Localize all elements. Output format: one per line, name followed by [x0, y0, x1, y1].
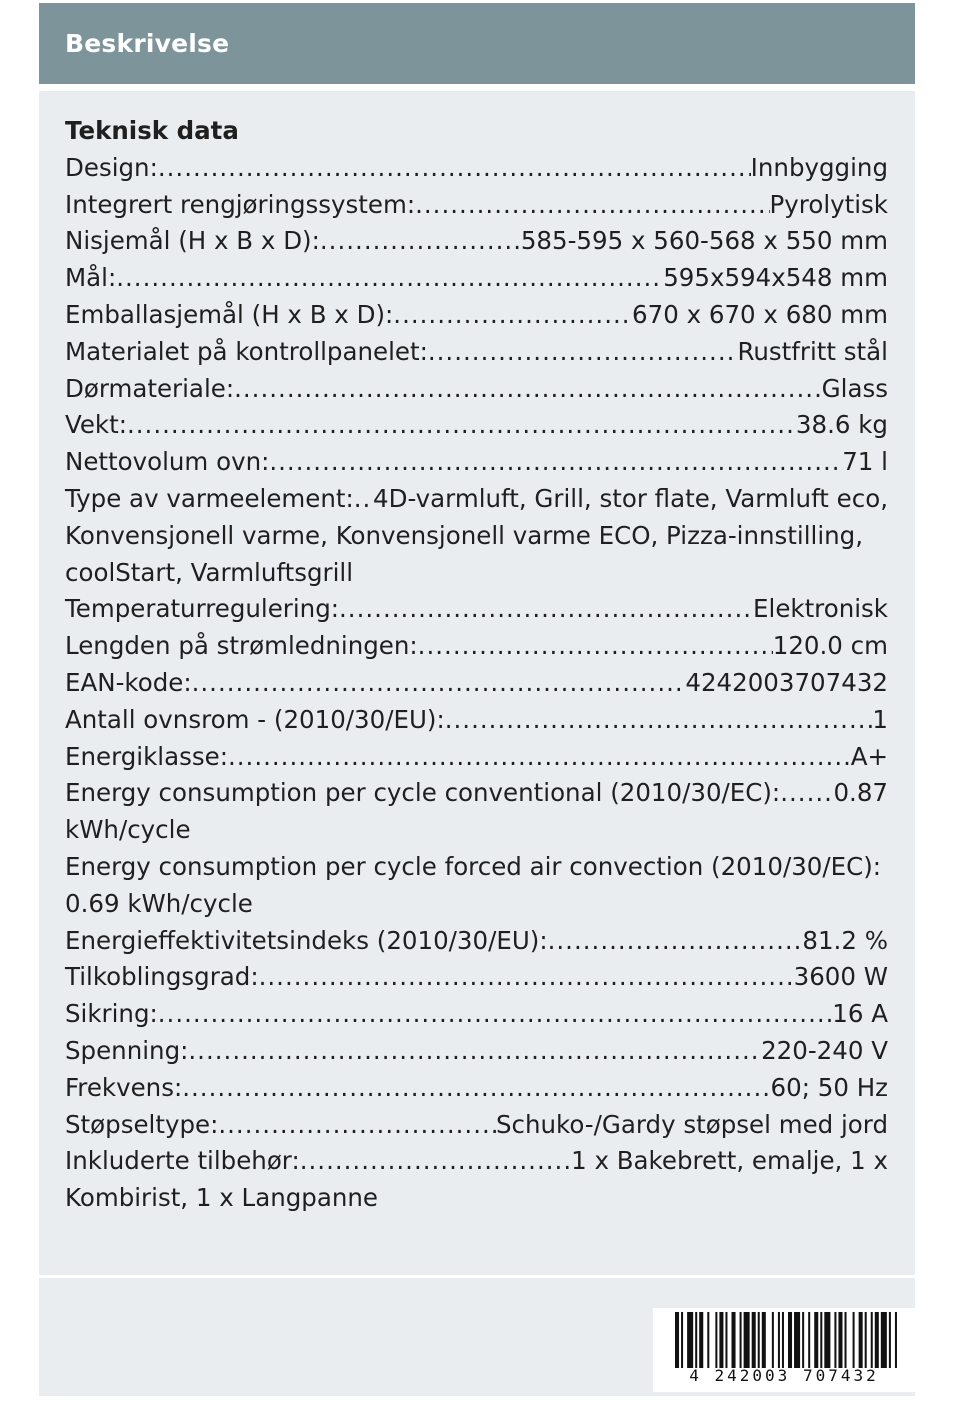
spec-key: Temperaturregulering:: [65, 594, 340, 624]
barcode-bar: [740, 1312, 742, 1368]
spec-value: 1: [872, 704, 888, 734]
spec-value: 81.2 %: [802, 925, 888, 955]
spec-key: Energy consumption per cycle forced air convection (2010/30/EC):: [65, 851, 882, 881]
dot-leader: [192, 665, 686, 702]
spec-row: [65, 1033, 888, 1070]
spec-row: [65, 775, 888, 812]
spec-row: [65, 1070, 888, 1107]
spec-key: Inkluderte tilbehør:: [65, 1146, 300, 1176]
dot-leader: [234, 371, 822, 408]
spec-key: Vekt:: [65, 410, 127, 440]
spec-rows: [65, 150, 888, 1217]
spec-key: Tilkoblingsgrad:: [65, 962, 259, 992]
spec-key: Sikring:: [65, 999, 158, 1029]
spec-value: Rustfritt stål: [737, 336, 888, 366]
spec-row: [65, 739, 888, 776]
barcode-bar: [782, 1312, 784, 1368]
spec-key: Nisjemål (H x B x D):: [65, 226, 320, 256]
barcode-bar: [834, 1312, 836, 1368]
dot-leader: [445, 702, 873, 739]
spec-value: Glass: [821, 373, 888, 403]
barcode-bar: [699, 1312, 703, 1368]
spec-row: [65, 223, 888, 260]
spec-row: [65, 1143, 888, 1180]
spec-list: [65, 113, 888, 1217]
barcode-bar: [762, 1312, 766, 1368]
spec-value: 595x594x548 mm: [663, 263, 888, 293]
spec-value: 4D-varmluft, Grill, stor flate, Varmluft eco,: [373, 483, 888, 513]
dot-leader: [228, 739, 851, 776]
spec-key: Støpseltype:: [65, 1109, 219, 1139]
spec-value: 120.0 cm: [772, 631, 888, 661]
barcode-bars-icon: [675, 1312, 901, 1368]
barcode-bar: [875, 1312, 879, 1368]
barcode: [653, 1308, 915, 1392]
footer-panel: [39, 1278, 915, 1396]
spec-row: [65, 371, 888, 408]
barcode-bar: [814, 1312, 818, 1368]
spec-value: 38.6 kg: [795, 410, 888, 440]
spec-row: [65, 334, 888, 371]
spec-value: Innbygging: [750, 152, 888, 182]
spec-value: 4242003707432: [685, 667, 888, 697]
dot-leader: [127, 407, 796, 444]
spec-row: [65, 481, 888, 518]
description-panel: [39, 91, 915, 1275]
barcode-bar: [845, 1312, 847, 1368]
spec-row: [65, 187, 888, 224]
barcode-bar: [778, 1312, 780, 1368]
dot-leader: [548, 923, 803, 960]
dot-leader: [415, 187, 769, 224]
barcode-number: 4 242003 707432: [689, 1366, 879, 1385]
barcode-bar: [788, 1312, 792, 1368]
spec-value: 3600 W: [793, 962, 888, 992]
spec-row: [65, 849, 888, 886]
spec-row: [65, 1107, 888, 1144]
barcode-bar: [802, 1312, 804, 1368]
header-bar: [39, 3, 915, 84]
spec-row: [65, 150, 888, 187]
dot-leader: [158, 150, 751, 187]
dot-leader: [188, 1033, 761, 1070]
spec-value-continuation: Kombirist, 1 x Langpanne: [65, 1183, 378, 1213]
barcode-bar: [675, 1312, 679, 1368]
spec-value: Elektronisk: [753, 594, 888, 624]
spec-key: Energy consumption per cycle conventional (2010/30/EC):: [65, 778, 781, 808]
barcode-bar: [687, 1312, 693, 1368]
dot-leader: [158, 996, 833, 1033]
barcode-bar: [707, 1312, 709, 1368]
barcode-bar: [681, 1312, 683, 1368]
barcode-bar: [859, 1312, 863, 1368]
spec-key: Nettovolum ovn:: [65, 447, 270, 477]
spec-value: Schuko-/Gardy støpsel med jord: [495, 1109, 888, 1139]
spec-value-continuation: 0.69 kWh/cycle: [65, 888, 253, 918]
spec-key: Dørmateriale:: [65, 373, 235, 403]
spec-value: 0.87: [833, 778, 888, 808]
spec-value-continuation: coolStart, Varmluftsgrill: [65, 557, 354, 587]
dot-leader: [428, 334, 738, 371]
spec-value: Pyrolytisk: [769, 189, 888, 219]
dot-leader: [354, 481, 373, 518]
spec-value: 16 A: [832, 999, 888, 1029]
barcode-bar: [881, 1312, 887, 1368]
spec-value: 670 x 670 x 680 mm: [632, 299, 888, 329]
spec-key: EAN-kode:: [65, 667, 192, 697]
barcode-bar: [794, 1312, 800, 1368]
spec-key: Materialet på kontrollpanelet:: [65, 336, 428, 366]
spec-value-continuation: Konvensjonell varme, Konvensjonell varme ECO, Pizza-innstilling,: [65, 520, 863, 550]
spec-value-continuation: kWh/cycle: [65, 815, 191, 845]
spec-key: Emballasjemål (H x B x D):: [65, 299, 394, 329]
barcode-bar: [895, 1312, 897, 1368]
spec-value: 220-240 V: [761, 1035, 888, 1065]
spec-value: 585-595 x 560-568 x 550 mm: [520, 226, 888, 256]
spec-key: Antall ovnsrom - (2010/30/EU):: [65, 704, 445, 734]
spec-key: Spenning:: [65, 1035, 189, 1065]
dot-leader: [320, 223, 521, 260]
dot-leader: [780, 775, 833, 812]
spec-key: Lengden på strømledningen:: [65, 631, 418, 661]
spec-row: [65, 260, 888, 297]
spec-key: Design:: [65, 152, 158, 182]
dot-leader: [259, 959, 794, 996]
spec-row: [65, 297, 888, 334]
barcode-bar: [715, 1312, 717, 1368]
spec-row: [65, 591, 888, 628]
barcode-bar: [838, 1312, 842, 1368]
barcode-bar: [808, 1312, 810, 1368]
dot-leader: [339, 591, 753, 628]
barcode-bar: [889, 1312, 891, 1368]
spec-row: [65, 407, 888, 444]
section-title: Teknisk data: [65, 116, 239, 145]
barcode-bar: [871, 1312, 873, 1368]
dot-leader: [116, 260, 663, 297]
barcode-bar: [820, 1312, 822, 1368]
barcode-bar: [824, 1312, 830, 1368]
spec-row: [65, 702, 888, 739]
spec-key: Integrert rengjøringssystem:: [65, 189, 416, 219]
barcode-bar: [719, 1312, 723, 1368]
spec-key: Frekvens:: [65, 1072, 183, 1102]
barcode-bar: [772, 1312, 774, 1368]
barcode-bar: [695, 1312, 697, 1368]
barcode-bar: [725, 1312, 727, 1368]
spec-value: 1 x Bakebrett, emalje, 1 x: [571, 1146, 888, 1176]
barcode-bar: [758, 1312, 760, 1368]
spec-value: 60; 50 Hz: [770, 1072, 888, 1102]
dot-leader: [393, 297, 632, 334]
dot-leader: [418, 628, 773, 665]
spec-key: Energieffektivitetsindeks (2010/30/EU):: [65, 925, 548, 955]
spec-key: Energiklasse:: [65, 741, 228, 771]
spec-key: Type av varmeelement:: [65, 483, 354, 513]
spec-row: [65, 628, 888, 665]
barcode-bar: [853, 1312, 855, 1368]
barcode-bar: [732, 1312, 736, 1368]
barcode-bar: [744, 1312, 750, 1368]
dot-leader: [182, 1070, 770, 1107]
spec-row: [65, 923, 888, 960]
spec-row: [65, 996, 888, 1033]
dot-leader: [300, 1143, 571, 1180]
spec-row: [65, 444, 888, 481]
spec-row: [65, 665, 888, 702]
spec-value: 71 l: [842, 447, 888, 477]
dot-leader: [218, 1107, 496, 1144]
dot-leader: [269, 444, 842, 481]
spec-key: Mål:: [65, 263, 117, 293]
spec-row: [65, 959, 888, 996]
barcode-bar: [752, 1312, 756, 1368]
spec-value: A+: [850, 741, 888, 771]
barcode-bar: [865, 1312, 867, 1368]
header-title: Beskrivelse: [65, 29, 230, 58]
